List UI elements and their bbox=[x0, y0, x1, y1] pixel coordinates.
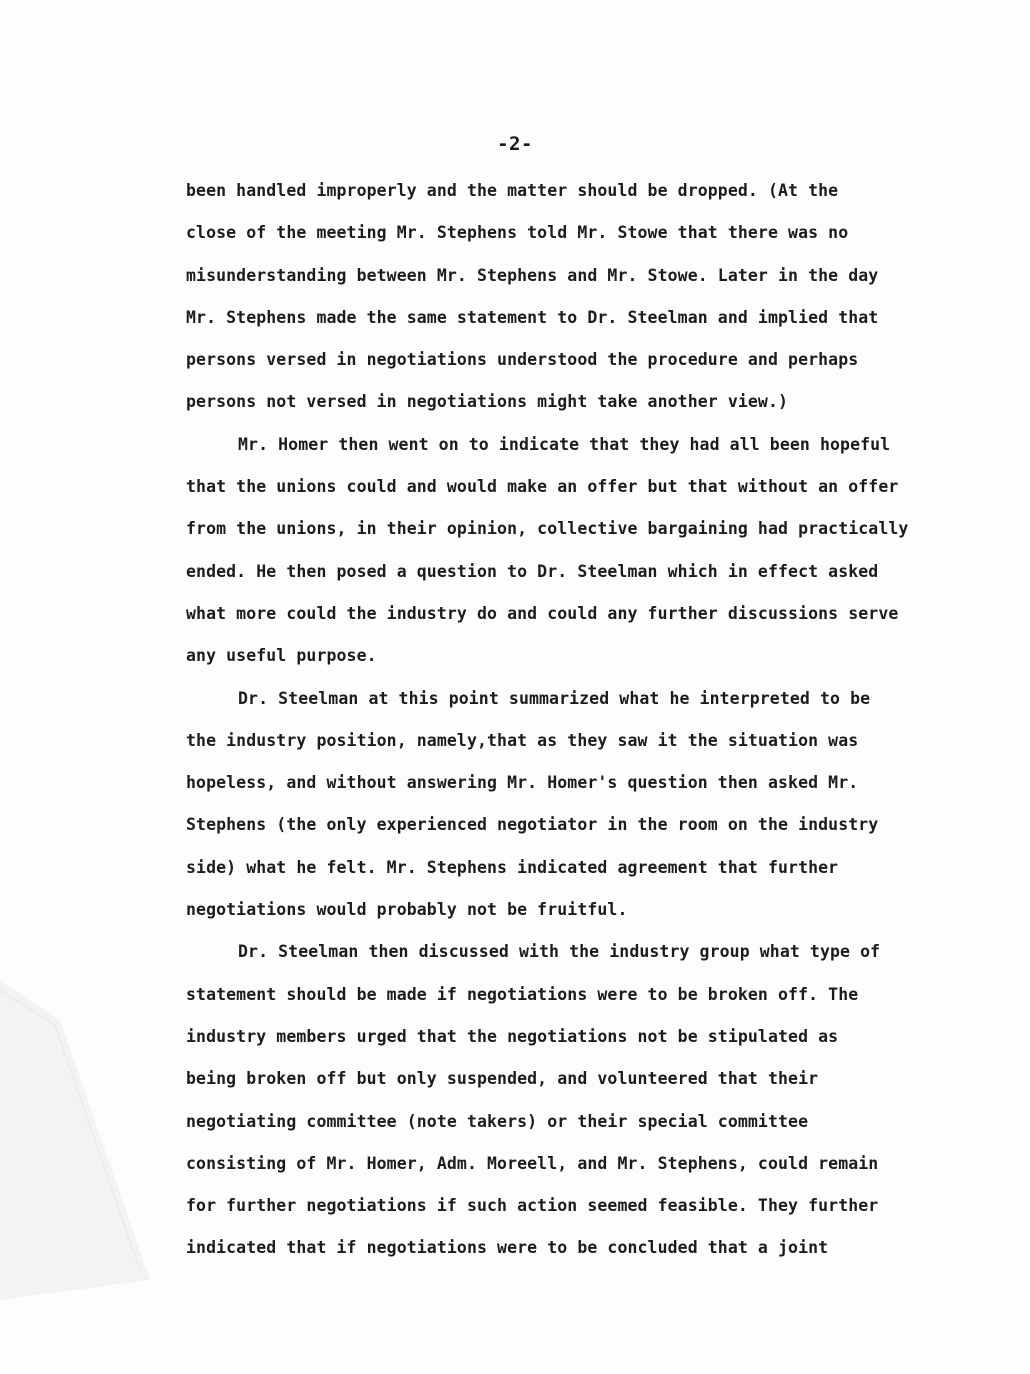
text-line: Mr. Stephens made the same statement to Dr. Steelman and implied that bbox=[186, 307, 879, 327]
text-line: hopeless, and without answering Mr. Homer's question then asked Mr. bbox=[186, 773, 859, 793]
text-line: from the unions, in their opinion, collective bargaining had practically bbox=[186, 519, 909, 539]
text-line: that the unions could and would make an offer but that without an offer bbox=[186, 477, 899, 497]
paragraph-start-line: Dr. Steelman at this point summarized what he interpreted to be bbox=[238, 688, 871, 708]
text-line: persons versed in negotiations understood the procedure and perhaps bbox=[186, 350, 859, 370]
text-line: close of the meeting Mr. Stephens told Mr. Stowe that there was no bbox=[186, 223, 849, 243]
text-line: what more could the industry do and could any further discussions serve bbox=[186, 603, 899, 623]
text-line: ended. He then posed a question to Dr. Steelman which in effect asked bbox=[186, 561, 879, 581]
text-line: been handled improperly and the matter should be dropped. (At the bbox=[186, 181, 839, 200]
paragraph-start-line: Dr. Steelman then discussed with the industry group what type of bbox=[238, 942, 881, 962]
page-number: -2- bbox=[497, 133, 533, 155]
typed-memo-body bbox=[186, 170, 946, 1270]
text-line: industry members urged that the negotiations not be stipulated as bbox=[186, 1026, 839, 1046]
text-line: persons not versed in negotiations might take another view.) bbox=[186, 392, 789, 412]
text-line: being broken off but only suspended, and volunteered that their bbox=[186, 1069, 819, 1089]
text-line: negotiating committee (note takers) or their special committee bbox=[186, 1111, 809, 1131]
paper-fold-mark bbox=[0, 980, 190, 1300]
text-line: indicated that if negotiations were to be concluded that a joint bbox=[186, 1238, 829, 1258]
text-line: side) what he felt. Mr. Stephens indicated agreement that further bbox=[186, 857, 839, 877]
text-line: misunderstanding between Mr. Stephens and Mr. Stowe. Later in the day bbox=[186, 265, 879, 285]
text-line: for further negotiations if such action seemed feasible. They further bbox=[186, 1196, 879, 1216]
text-line: statement should be made if negotiations were to be broken off. The bbox=[186, 984, 859, 1004]
text-line: any useful purpose. bbox=[186, 646, 377, 666]
text-line: the industry position, namely,that as they saw it the situation was bbox=[186, 730, 859, 750]
text-line: Stephens (the only experienced negotiator in the room on the industry bbox=[186, 815, 879, 835]
text-line: negotiations would probably not be fruitful. bbox=[186, 900, 628, 920]
paragraph-start-line: Mr. Homer then went on to indicate that they had all been hopeful bbox=[238, 434, 891, 454]
text-line: consisting of Mr. Homer, Adm. Moreell, and Mr. Stephens, could remain bbox=[186, 1153, 879, 1173]
